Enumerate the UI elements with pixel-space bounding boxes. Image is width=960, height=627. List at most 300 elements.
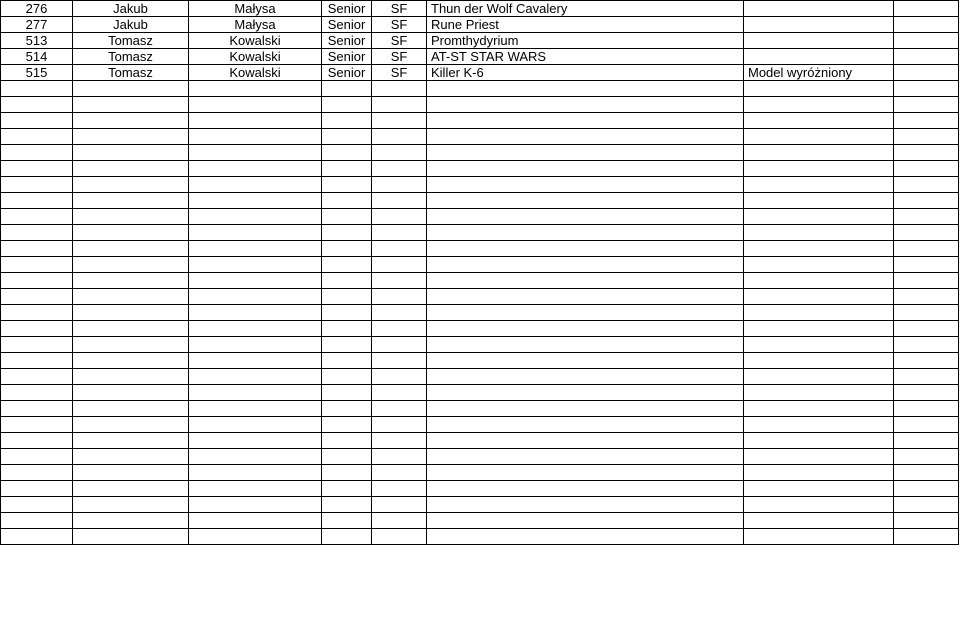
empty-cell [894, 433, 959, 449]
model-name-cell: Thun der Wolf Cavalery [427, 1, 744, 17]
category-cell [322, 321, 372, 337]
entry-number-cell: 277 [1, 17, 73, 33]
model-name-cell [427, 481, 744, 497]
model-name-cell [427, 369, 744, 385]
first-name-cell [73, 177, 189, 193]
class-cell [372, 513, 427, 529]
first-name-cell [73, 161, 189, 177]
note-cell: Model wyróżniony [744, 65, 894, 81]
empty-cell [894, 273, 959, 289]
first-name-cell: Tomasz [73, 33, 189, 49]
note-cell [744, 497, 894, 513]
note-cell [744, 1, 894, 17]
note-cell [744, 241, 894, 257]
note-cell [744, 417, 894, 433]
class-cell [372, 369, 427, 385]
model-name-cell [427, 81, 744, 97]
note-cell [744, 369, 894, 385]
table-row [1, 433, 959, 449]
entry-number-cell [1, 369, 73, 385]
table-row [1, 305, 959, 321]
class-cell [372, 353, 427, 369]
entry-number-cell [1, 161, 73, 177]
class-cell [372, 193, 427, 209]
table-row [1, 273, 959, 289]
last-name-cell [189, 337, 322, 353]
table-row [1, 225, 959, 241]
first-name-cell: Jakub [73, 1, 189, 17]
category-cell [322, 97, 372, 113]
category-cell [322, 129, 372, 145]
last-name-cell [189, 385, 322, 401]
note-cell [744, 337, 894, 353]
empty-cell [894, 49, 959, 65]
category-cell [322, 209, 372, 225]
category-cell [322, 449, 372, 465]
entry-number-cell [1, 353, 73, 369]
first-name-cell [73, 369, 189, 385]
last-name-cell: Małysa [189, 17, 322, 33]
last-name-cell [189, 305, 322, 321]
note-cell [744, 97, 894, 113]
category-cell [322, 513, 372, 529]
model-name-cell [427, 257, 744, 273]
last-name-cell [189, 209, 322, 225]
empty-cell [894, 209, 959, 225]
entry-number-cell [1, 81, 73, 97]
empty-cell [894, 1, 959, 17]
first-name-cell [73, 353, 189, 369]
last-name-cell [189, 193, 322, 209]
class-cell [372, 209, 427, 225]
last-name-cell [189, 161, 322, 177]
table-row [1, 129, 959, 145]
entry-number-cell: 276 [1, 1, 73, 17]
table-row [1, 369, 959, 385]
entry-number-cell: 513 [1, 33, 73, 49]
model-name-cell [427, 529, 744, 545]
last-name-cell [189, 97, 322, 113]
class-cell [372, 81, 427, 97]
empty-cell [894, 161, 959, 177]
model-name-cell [427, 113, 744, 129]
table-row [1, 481, 959, 497]
last-name-cell [189, 465, 322, 481]
entry-number-cell [1, 433, 73, 449]
note-cell [744, 49, 894, 65]
first-name-cell: Tomasz [73, 65, 189, 81]
table-row [1, 353, 959, 369]
model-name-cell [427, 241, 744, 257]
entry-number-cell [1, 289, 73, 305]
category-cell [322, 369, 372, 385]
category-cell [322, 433, 372, 449]
first-name-cell [73, 193, 189, 209]
model-name-cell [427, 465, 744, 481]
note-cell [744, 321, 894, 337]
first-name-cell [73, 337, 189, 353]
class-cell [372, 321, 427, 337]
first-name-cell: Jakub [73, 17, 189, 33]
class-cell [372, 417, 427, 433]
model-name-cell: AT-ST STAR WARS [427, 49, 744, 65]
last-name-cell [189, 289, 322, 305]
category-cell: Senior [322, 17, 372, 33]
entry-number-cell [1, 305, 73, 321]
category-cell [322, 145, 372, 161]
first-name-cell [73, 145, 189, 161]
table-row [1, 177, 959, 193]
first-name-cell [73, 305, 189, 321]
last-name-cell: Kowalski [189, 49, 322, 65]
class-cell: SF [372, 65, 427, 81]
model-name-cell: Killer K-6 [427, 65, 744, 81]
class-cell [372, 289, 427, 305]
table-row [1, 49, 959, 65]
model-name-cell [427, 417, 744, 433]
entry-number-cell [1, 449, 73, 465]
first-name-cell [73, 529, 189, 545]
table-row [1, 449, 959, 465]
table-row [1, 465, 959, 481]
category-cell [322, 273, 372, 289]
entry-number-cell [1, 97, 73, 113]
first-name-cell [73, 497, 189, 513]
entry-number-cell [1, 481, 73, 497]
first-name-cell [73, 401, 189, 417]
table-row [1, 113, 959, 129]
empty-cell [894, 497, 959, 513]
empty-cell [894, 305, 959, 321]
empty-cell [894, 449, 959, 465]
empty-cell [894, 65, 959, 81]
note-cell [744, 113, 894, 129]
empty-cell [894, 513, 959, 529]
category-cell [322, 401, 372, 417]
entry-number-cell [1, 321, 73, 337]
category-cell [322, 465, 372, 481]
entry-number-cell [1, 225, 73, 241]
table-row [1, 193, 959, 209]
first-name-cell [73, 433, 189, 449]
entry-number-cell [1, 529, 73, 545]
entry-number-cell [1, 193, 73, 209]
note-cell [744, 129, 894, 145]
class-cell [372, 257, 427, 273]
table-row [1, 1, 959, 17]
entry-number-cell [1, 337, 73, 353]
entry-number-cell [1, 417, 73, 433]
model-name-cell [427, 161, 744, 177]
note-cell [744, 465, 894, 481]
note-cell [744, 257, 894, 273]
last-name-cell [189, 529, 322, 545]
model-name-cell [427, 321, 744, 337]
table-row [1, 241, 959, 257]
table-row [1, 497, 959, 513]
empty-cell [894, 33, 959, 49]
model-name-cell: Rune Priest [427, 17, 744, 33]
first-name-cell [73, 225, 189, 241]
empty-cell [894, 337, 959, 353]
last-name-cell [189, 321, 322, 337]
category-cell [322, 177, 372, 193]
class-cell [372, 177, 427, 193]
table-row [1, 529, 959, 545]
note-cell [744, 289, 894, 305]
table-row [1, 145, 959, 161]
note-cell [744, 401, 894, 417]
empty-cell [894, 289, 959, 305]
empty-cell [894, 369, 959, 385]
table-row [1, 97, 959, 113]
category-cell [322, 289, 372, 305]
table-row [1, 337, 959, 353]
class-cell [372, 145, 427, 161]
class-cell [372, 225, 427, 241]
model-name-cell [427, 209, 744, 225]
class-cell [372, 529, 427, 545]
last-name-cell [189, 145, 322, 161]
first-name-cell: Tomasz [73, 49, 189, 65]
class-cell [372, 465, 427, 481]
category-cell: Senior [322, 49, 372, 65]
table-row [1, 161, 959, 177]
model-name-cell [427, 433, 744, 449]
empty-cell [894, 193, 959, 209]
empty-cell [894, 417, 959, 433]
model-name-cell [427, 97, 744, 113]
first-name-cell [73, 513, 189, 529]
note-cell [744, 17, 894, 33]
entry-number-cell [1, 273, 73, 289]
class-cell [372, 433, 427, 449]
entry-number-cell: 514 [1, 49, 73, 65]
empty-cell [894, 529, 959, 545]
category-cell [322, 81, 372, 97]
entry-number-cell [1, 497, 73, 513]
category-cell: Senior [322, 1, 372, 17]
table-row [1, 513, 959, 529]
empty-cell [894, 129, 959, 145]
entry-number-cell [1, 241, 73, 257]
model-name-cell [427, 193, 744, 209]
first-name-cell [73, 81, 189, 97]
table-row [1, 257, 959, 273]
model-name-cell [427, 497, 744, 513]
model-name-cell [427, 401, 744, 417]
note-cell [744, 353, 894, 369]
entry-number-cell [1, 145, 73, 161]
class-cell [372, 113, 427, 129]
class-cell [372, 161, 427, 177]
last-name-cell [189, 513, 322, 529]
class-cell [372, 305, 427, 321]
category-cell [322, 161, 372, 177]
empty-cell [894, 177, 959, 193]
note-cell [744, 161, 894, 177]
model-name-cell [427, 177, 744, 193]
model-name-cell [427, 273, 744, 289]
note-cell [744, 529, 894, 545]
first-name-cell [73, 113, 189, 129]
class-cell [372, 97, 427, 113]
empty-cell [894, 17, 959, 33]
empty-cell [894, 81, 959, 97]
class-cell [372, 241, 427, 257]
note-cell [744, 33, 894, 49]
last-name-cell [189, 449, 322, 465]
last-name-cell [189, 433, 322, 449]
empty-cell [894, 465, 959, 481]
last-name-cell [189, 417, 322, 433]
category-cell [322, 193, 372, 209]
last-name-cell [189, 113, 322, 129]
entry-number-cell [1, 385, 73, 401]
model-name-cell: Promthydyrium [427, 33, 744, 49]
table-row [1, 385, 959, 401]
note-cell [744, 513, 894, 529]
last-name-cell [189, 481, 322, 497]
first-name-cell [73, 449, 189, 465]
last-name-cell: Kowalski [189, 65, 322, 81]
note-cell [744, 209, 894, 225]
table-body [1, 1, 959, 545]
first-name-cell [73, 385, 189, 401]
class-cell [372, 385, 427, 401]
model-name-cell [427, 145, 744, 161]
empty-cell [894, 113, 959, 129]
note-cell [744, 449, 894, 465]
note-cell [744, 225, 894, 241]
model-name-cell [427, 129, 744, 145]
model-name-cell [427, 385, 744, 401]
category-cell [322, 305, 372, 321]
class-cell: SF [372, 17, 427, 33]
note-cell [744, 273, 894, 289]
last-name-cell: Kowalski [189, 33, 322, 49]
category-cell [322, 257, 372, 273]
last-name-cell [189, 497, 322, 513]
category-cell: Senior [322, 33, 372, 49]
category-cell [322, 481, 372, 497]
last-name-cell [189, 129, 322, 145]
model-name-cell [427, 513, 744, 529]
entry-number-cell [1, 113, 73, 129]
note-cell [744, 145, 894, 161]
category-cell [322, 529, 372, 545]
first-name-cell [73, 129, 189, 145]
last-name-cell [189, 241, 322, 257]
last-name-cell [189, 273, 322, 289]
class-cell [372, 273, 427, 289]
table-row [1, 65, 959, 81]
category-cell [322, 353, 372, 369]
class-cell [372, 129, 427, 145]
class-cell [372, 497, 427, 513]
first-name-cell [73, 417, 189, 433]
last-name-cell [189, 257, 322, 273]
category-cell [322, 497, 372, 513]
first-name-cell [73, 209, 189, 225]
class-cell [372, 481, 427, 497]
empty-cell [894, 241, 959, 257]
empty-cell [894, 257, 959, 273]
first-name-cell [73, 465, 189, 481]
table-row [1, 289, 959, 305]
note-cell [744, 305, 894, 321]
entry-number-cell [1, 177, 73, 193]
note-cell [744, 193, 894, 209]
note-cell [744, 81, 894, 97]
class-cell [372, 449, 427, 465]
empty-cell [894, 97, 959, 113]
table-row [1, 81, 959, 97]
class-cell: SF [372, 49, 427, 65]
first-name-cell [73, 97, 189, 113]
first-name-cell [73, 481, 189, 497]
model-name-cell [427, 289, 744, 305]
class-cell: SF [372, 33, 427, 49]
last-name-cell [189, 369, 322, 385]
note-cell [744, 385, 894, 401]
last-name-cell [189, 81, 322, 97]
category-cell: Senior [322, 65, 372, 81]
table-row [1, 417, 959, 433]
category-cell [322, 417, 372, 433]
model-name-cell [427, 305, 744, 321]
entry-number-cell: 515 [1, 65, 73, 81]
first-name-cell [73, 321, 189, 337]
model-name-cell [427, 225, 744, 241]
last-name-cell: Małysa [189, 1, 322, 17]
last-name-cell [189, 401, 322, 417]
last-name-cell [189, 353, 322, 369]
category-cell [322, 337, 372, 353]
note-cell [744, 433, 894, 449]
entry-number-cell [1, 513, 73, 529]
empty-cell [894, 481, 959, 497]
empty-cell [894, 225, 959, 241]
model-name-cell [427, 337, 744, 353]
empty-cell [894, 401, 959, 417]
note-cell [744, 177, 894, 193]
first-name-cell [73, 241, 189, 257]
table-row [1, 321, 959, 337]
class-cell [372, 337, 427, 353]
class-cell [372, 401, 427, 417]
entry-number-cell [1, 465, 73, 481]
empty-cell [894, 321, 959, 337]
first-name-cell [73, 273, 189, 289]
note-cell [744, 481, 894, 497]
category-cell [322, 385, 372, 401]
empty-cell [894, 353, 959, 369]
table-row [1, 209, 959, 225]
table-row [1, 33, 959, 49]
last-name-cell [189, 177, 322, 193]
class-cell: SF [372, 1, 427, 17]
entry-number-cell [1, 129, 73, 145]
category-cell [322, 225, 372, 241]
model-name-cell [427, 449, 744, 465]
table-row [1, 17, 959, 33]
first-name-cell [73, 257, 189, 273]
table-row [1, 401, 959, 417]
last-name-cell [189, 225, 322, 241]
category-cell [322, 241, 372, 257]
model-name-cell [427, 353, 744, 369]
